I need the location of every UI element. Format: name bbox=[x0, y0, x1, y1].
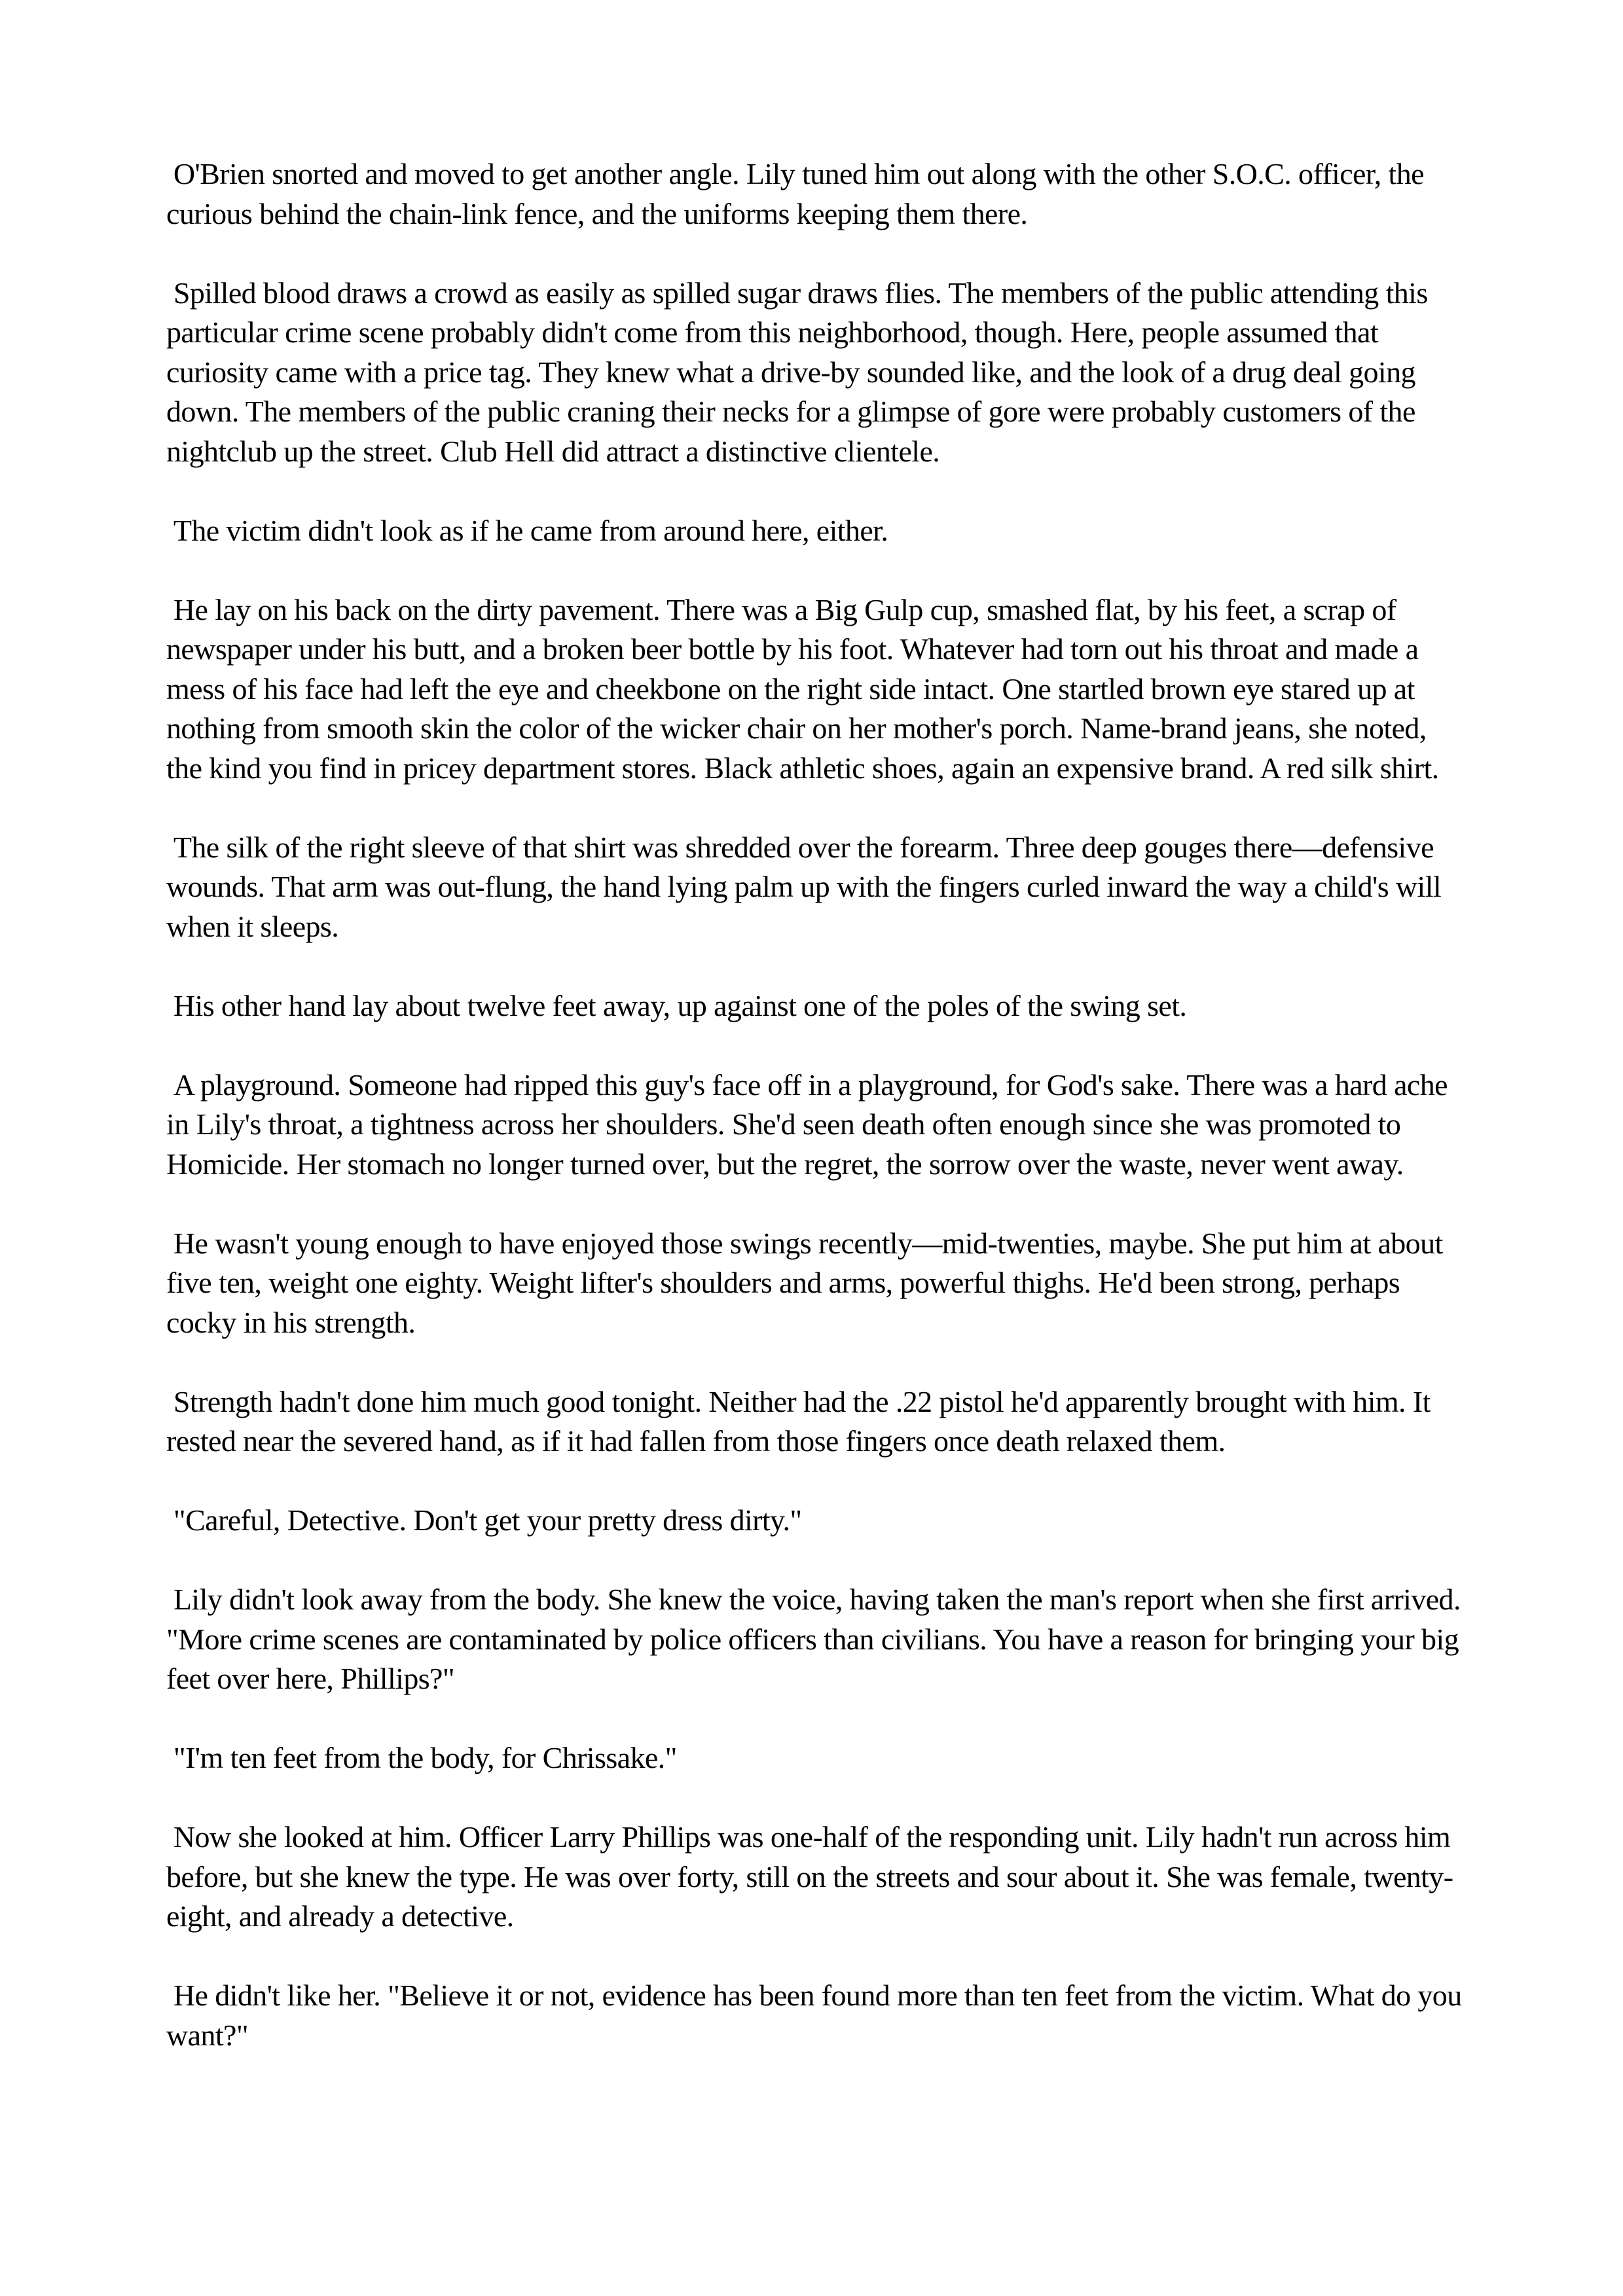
body-text bbox=[166, 154, 1469, 2095]
paragraph: He wasn't young enough to have enjoyed those swings recently—mid-twenties, maybe. She put him at about five ten, weight one eighty. Weight lifter's shoulders and arms, powerful thighs. He'd been strong, perhaps cocky in his strength. bbox=[166, 1226, 1450, 1339]
paragraph: A playground. Someone had ripped this guy's face off in a playground, for God's sake. There was a hard ache in Lily's throat, a tightness across her shoulders. She'd seen death often enough since she was promoted to Homicide. Her stomach no longer turned over, but the regret, the sorrow over the waste, never went away. bbox=[166, 1067, 1455, 1181]
paragraph: Lily didn't look away from the body. She knew the voice, having taken the man's report when she first arrived. "More crime scenes are contaminated by police officers than civilians. You have a reason for bringing your big feet over here, Phillips?" bbox=[166, 1583, 1468, 1695]
paragraph: "I'm ten feet from the body, for Chrissake." bbox=[166, 1741, 677, 1774]
paragraph: Now she looked at him. Officer Larry Phillips was one-half of the responding unit. Lily hadn't run across him before, but she knew the type. He was over forty, still on the streets and sour about it. She was female, twenty-eight, and already a detective. bbox=[166, 1820, 1458, 1933]
paragraph: Spilled blood draws a crowd as easily as spilled sugar draws flies. The members of the public attending this particular crime scene probably didn't come from this neighborhood, though. Here, people assumed that curiosity came with a price tag. They knew what a drive-by sounded like, and the look of a drug deal going down. The members of the public craning their necks for a glimpse of gore were probably customers of the nightclub up the street. Club Hell did attract a distinctive clientele. bbox=[166, 276, 1435, 468]
paragraph: He didn't like her. "Believe it or not, evidence has been found more than ten feet from the victim. What do you want?" bbox=[166, 1979, 1469, 2052]
paragraph: The silk of the right sleeve of that shirt was shredded over the forearm. Three deep gouges there—defensive wounds. That arm was out-flung, the hand lying palm up with the fingers curled inward the way a child's will when it sleeps. bbox=[166, 830, 1448, 943]
paragraph: He lay on his back on the dirty pavement. There was a Big Gulp cup, smashed flat, by his feet, a scrap of newspaper under his butt, and a broken beer bottle by his foot. Whatever had torn out his throat and made a mess of his face had left the eye and cheekbone on the right side intact. One startled brown eye stared up at nothing from smooth skin the color of the wicker chair on her mother's porch. Name-brand jeans, she noted, the kind you find in pricey department stores. Black athletic shoes, again an expensive brand. A red silk shirt. bbox=[166, 592, 1439, 785]
paragraph: "Careful, Detective. Don't get your pretty dress dirty." bbox=[166, 1503, 802, 1537]
paragraph: The victim didn't look as if he came from around here, either. bbox=[166, 513, 888, 547]
paragraph: O'Brien snorted and moved to get another angle. Lily tuned him out along with the other S.O.C. officer, the curious behind the chain-link fence, and the uniforms keeping them there. bbox=[166, 157, 1431, 230]
paragraph: His other hand lay about twelve feet away, up against one of the poles of the swing set. bbox=[166, 988, 1187, 1022]
paragraph: Strength hadn't done him much good tonight. Neither had the .22 pistol he'd apparently brought with him. It rested near the severed hand, as if it had fallen from those fingers once death relaxed them. bbox=[166, 1384, 1438, 1458]
